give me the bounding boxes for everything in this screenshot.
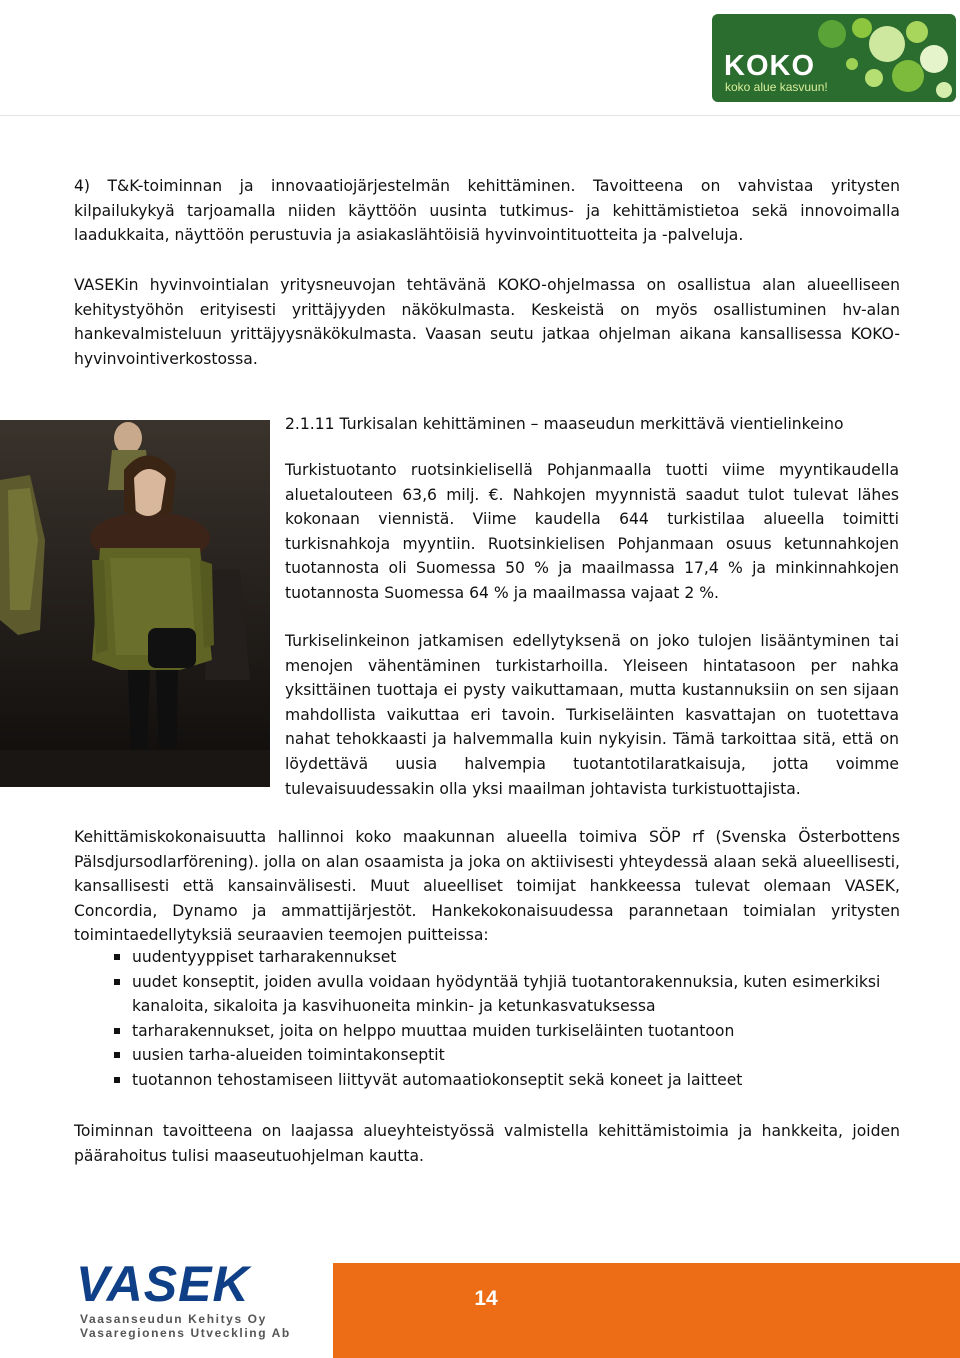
fur-production-paragraph: Turkistuotanto ruotsinkielisellä Pohjanmaalla tuotti viime myyntikaudella aluetalouteen 63,6 milj. €. Nahkojen myynnistä saadut tulot tulevat lähes kokonaan viennistä. Viime kaudella 644 turkistilaa alueella toimitti turkisnahkoja myyntiin. Ruotsinkielisen Pohjanmaan osuus ketunnahkojen tuotannosta oli Suomessa 50 % ja maailmassa 17,4 % ja minkinnahkojen tuotannosta Suomessa 64 % ja maailmassa vajaat 2 %. [285,461,899,602]
vasek-paragraph: VASEKin hyvinvointialan yritysneuvojan tehtävänä KOKO-ohjelmassa on osallistua alan alueelliseen kehitystyöhön erityisesti yrittäjyyden näkökulmasta. Keskeistä on myös osallistuminen hv-alan hankevalmisteluun yrittäjyysnäkökulmasta. Vaasan seutu jatkaa ohjelman aikana kansallisessa KOKO-hyvinvointiverkostossa. [74,276,900,368]
fur-costs-paragraph: Turkiselinkeinon jatkamisen edellytyksenä on joko tulojen lisääntyminen tai menojen vähentäminen turkistarhoilla. Yleiseen hintatasoon per nahka yksittäinen tuottaja ei pysty vaikuttamaan, mutta kustannuksiin on sen sijaan mahdollista vaikuttaa eri tavoin. Turkiseläinten kasvattajan on tuotettava nahat tehokkaasti ja halvemmalla kuin nykyisin. Tämä tarkoittaa sitä, että on löydettävä uusia halvempia tuotantotilaratkaisuja, jotta voimme tulevaisuudessakin olla yksi maailman johtavista turkistuottajista. [285,632,899,798]
list-item: uudet konseptit, joiden avulla voidaan hyödyntää tyhjiä tuotantorakennuksia, kuten esimerkiksi kanaloita, sikaloita ja kasvihuoneita minkin- ja ketunkasvatuksessa [114,970,900,1019]
bullet-square-icon [114,1077,120,1083]
bullet-square-icon [114,979,120,985]
vasek-logo-text: VASEK [76,1256,250,1312]
runway-model-icon [0,420,270,787]
vasek-logo-subtitle [80,1312,312,1340]
section-heading: 2.1.11 Turkisalan kehittäminen – maaseudun merkittävä vientielinkeino [285,415,844,433]
list-item: tarharakennukset, joita on helppo muuttaa muiden turkiseläinten tuotantoon [114,1019,900,1044]
koko-logo-text: KOKO [724,50,815,82]
footer-orange-band [333,1263,960,1358]
vasek-logo-line1: Vaasanseudun Kehitys Oy [80,1312,267,1326]
closing-paragraph: Toiminnan tavoitteena on laajassa alueyhteistyössä valmistella kehittämistoimia ja hankkeita, joiden päärahoitus tulisi maaseutuohjelman kautta. [74,1122,900,1165]
page-header [0,0,960,116]
page-number: 14 [474,1287,498,1310]
bullet-square-icon [114,1028,120,1034]
bullet-square-icon [114,954,120,960]
list-item: uusien tarha-alueiden toimintakonseptit [114,1043,900,1068]
vasek-logo [76,1258,308,1338]
fashion-runway-photo [0,420,270,787]
themes-list [114,945,900,1093]
intro-paragraph: 4) T&K-toiminnan ja innovaatiojärjestelmän kehittäminen. Tavoitteena on vahvistaa yritysten kilpailukykyä tarjoamalla niiden käyttöön uusinta tutkimus- ja kehittämistietoa sekä innovoimalla laadukkaita, näyttöön perustuvia ja asiakaslähtöisiä hyvinvointituotteita ja -palveluja. [74,177,900,245]
koko-logo [712,14,956,102]
list-item: tuotannon tehostamiseen liittyvät automaatiokonseptit sekä koneet ja laitteet [114,1068,900,1093]
administration-paragraph: Kehittämiskokonaisuutta hallinnoi koko maakunnan alueella toimiva SÖP rf (Svenska Österbottens Pälsdjursodlarförening). jolla on alan osaamista ja joka on aktiivisesti yhteydessä alaan sekä alueellisesti, kansallisesti että kansainvälisesti. Muut alueelliset toimijat hankkeessa tulevat olemaan VASEK, Concordia, Dynamo ja ammattijärjestöt. Hankekokonaisuudessa parannetaan toimialan yritysten toimintaedellytyksiä seuraavien teemojen puitteissa: [74,828,900,945]
koko-logo-tagline: koko alue kasvuun! [725,80,828,94]
list-item: uudentyyppiset tarharakennukset [114,945,900,970]
bullet-square-icon [114,1052,120,1058]
vasek-logo-line2: Vasaregionens Utveckling Ab [80,1326,291,1340]
